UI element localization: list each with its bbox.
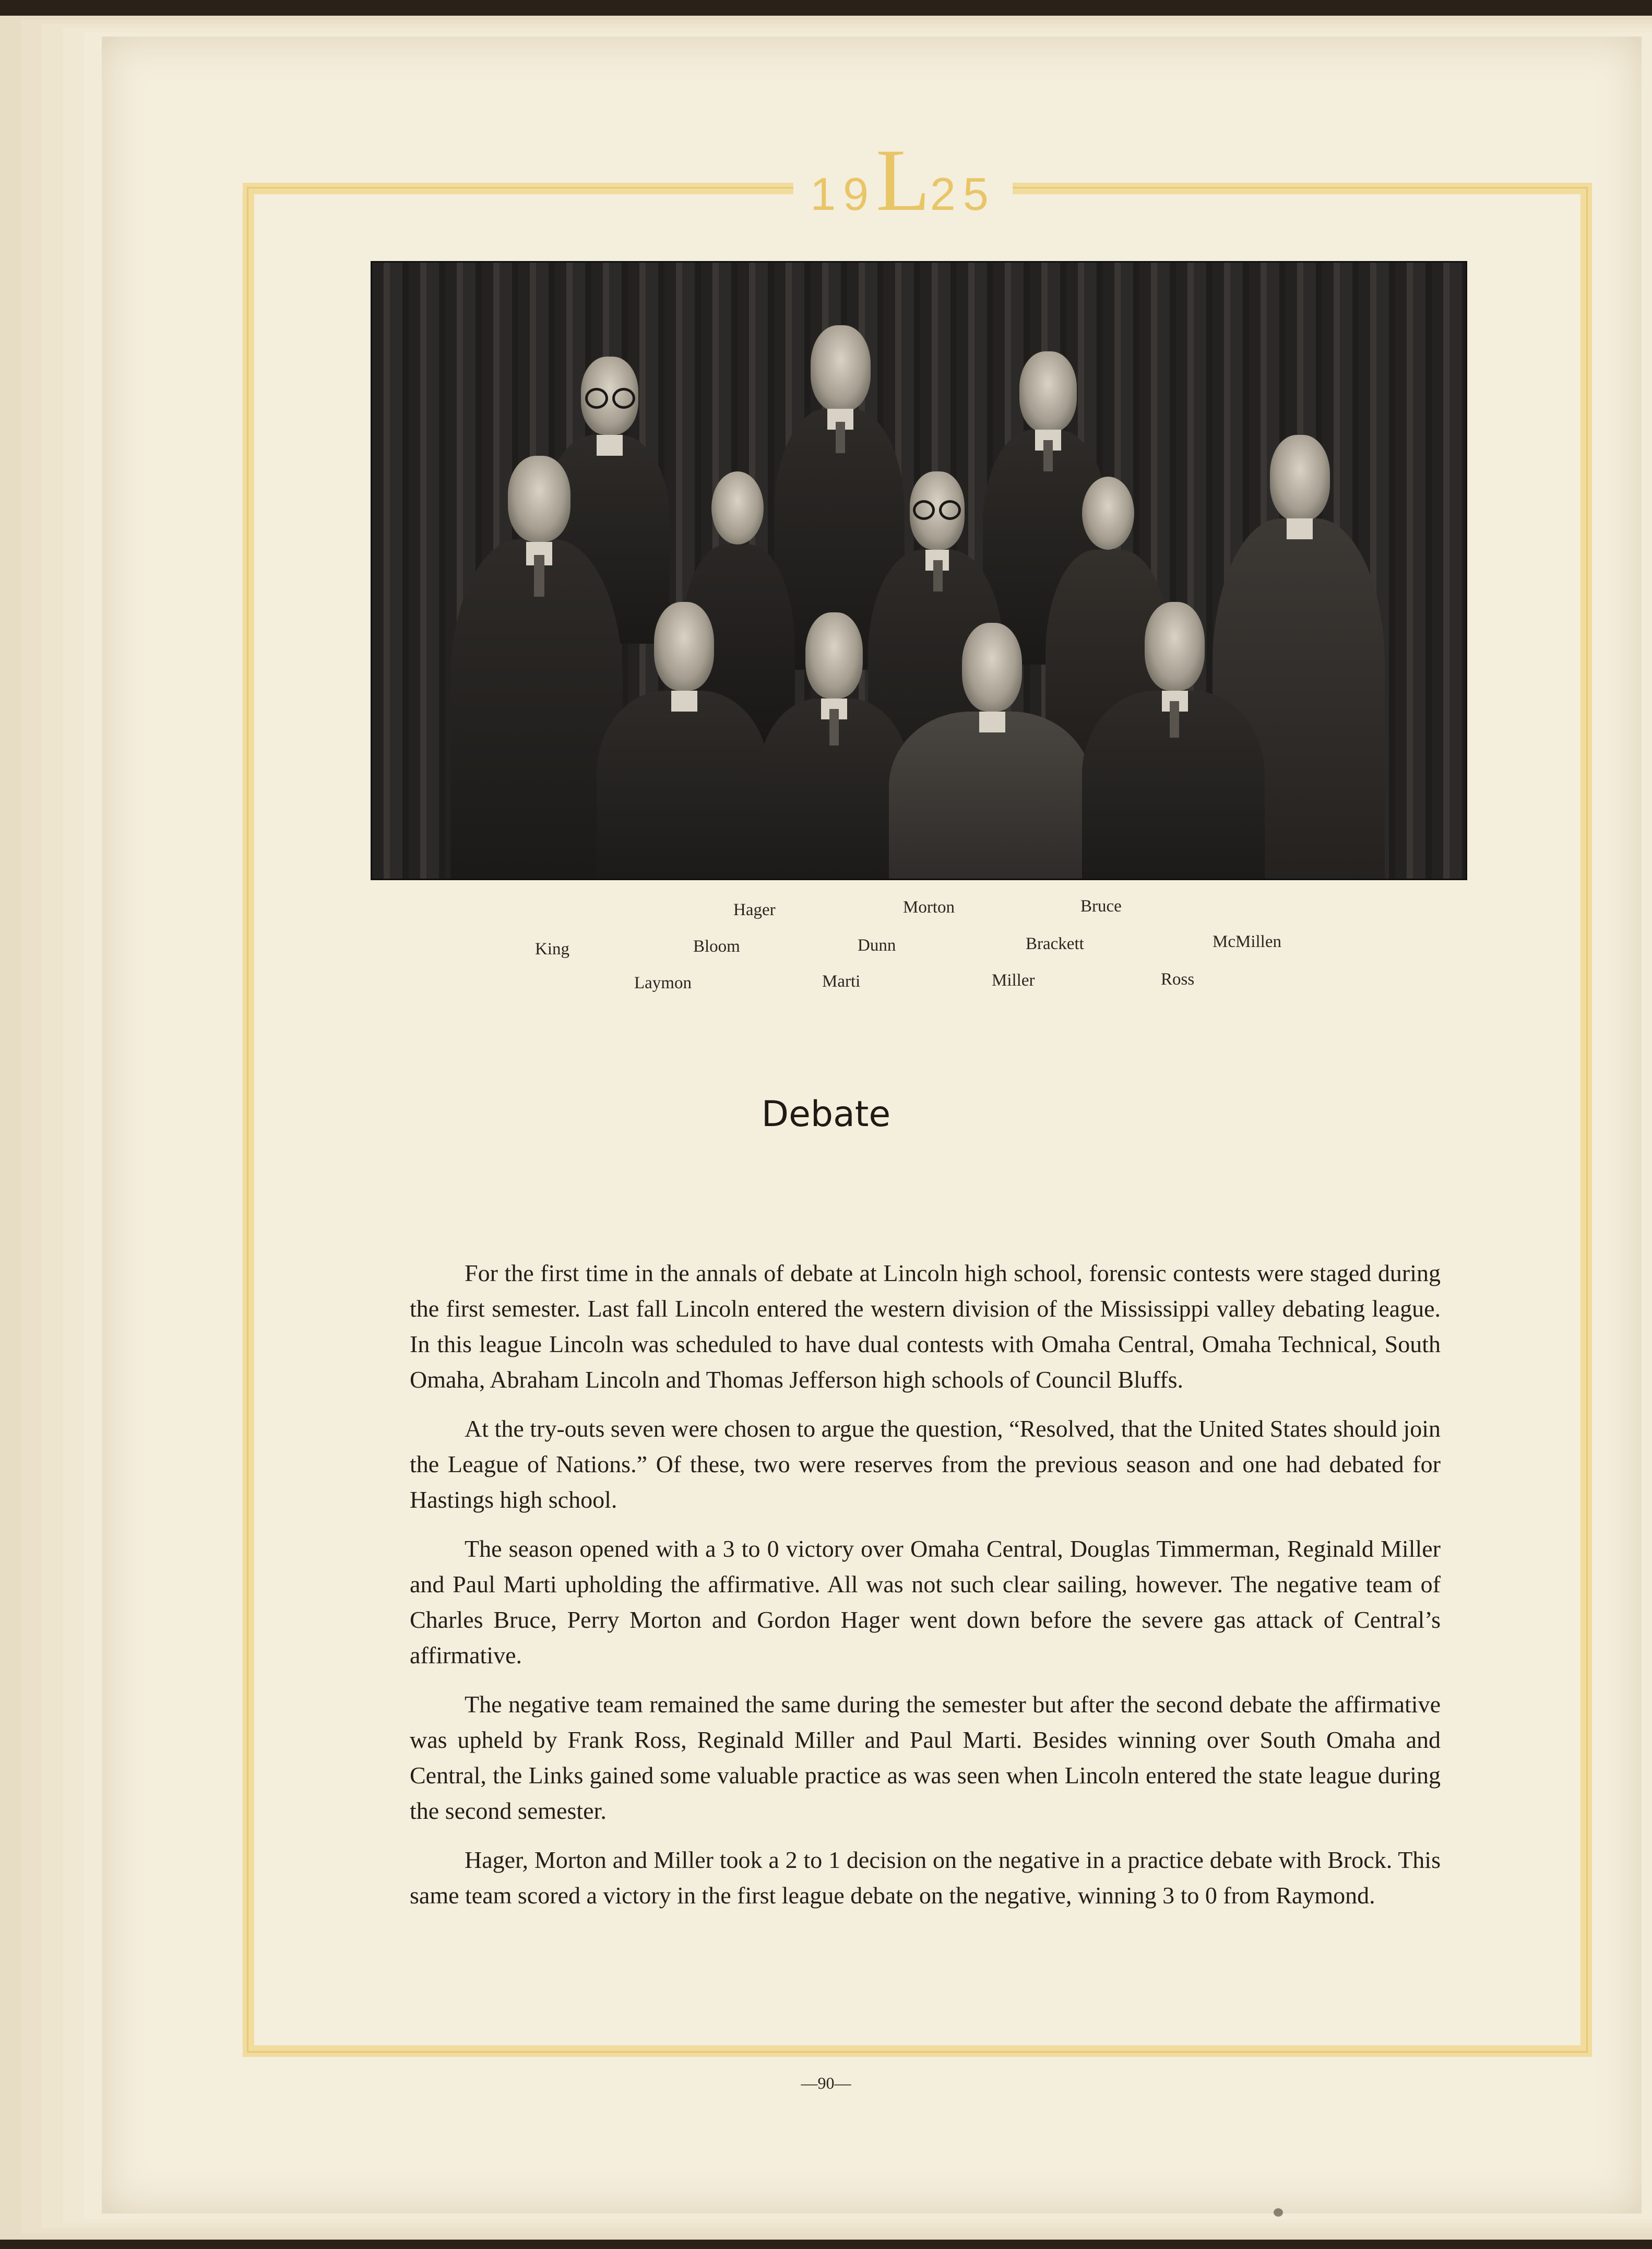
- page-number: —90—: [801, 2074, 851, 2092]
- ink-smudge: [1274, 2208, 1283, 2217]
- caption-name: Morton: [903, 898, 955, 917]
- paragraph: The negative team remained the same during the semester but after the second debate the affirmative was upheld by Frank Ross, Reginald Miller and Paul Marti. Besides winning over South Omaha and Central, the Links gained some valuable practice as was seen when Lincoln entered the state league during the second semester.: [410, 1691, 1441, 1824]
- caption-name: Miller: [992, 971, 1035, 990]
- caption-name: Hager: [733, 901, 776, 919]
- caption-name: Bruce: [1080, 897, 1122, 916]
- paragraph: Hager, Morton and Miller took a 2 to 1 decision on the negative in a practice debate with Brock. This same team scored a victory in the first league debate on the negative, winning 3 to 0 from Raymond.: [410, 1846, 1441, 1909]
- year-letter: L: [876, 131, 930, 229]
- caption-name: Bloom: [693, 937, 740, 956]
- caption-name: Marti: [822, 972, 861, 991]
- article-body: [410, 1256, 1441, 1927]
- caption-name: Dunn: [858, 936, 896, 955]
- year-prefix: 19: [810, 168, 876, 220]
- year-suffix: 25: [930, 168, 996, 220]
- paragraph: At the try-outs seven were chosen to argue the question, “Resolved, that the United States should join the League of Nations.” Of these, two were reserves from the previous season and one had debated for Hastings high school.: [410, 1415, 1441, 1513]
- page-header-year: [793, 131, 1013, 229]
- caption-name: King: [535, 940, 569, 958]
- caption-name: Ross: [1161, 970, 1195, 989]
- caption-name: McMillen: [1213, 932, 1281, 951]
- section-title: Debate: [761, 1094, 891, 1135]
- paragraph: The season opened with a 3 to 0 victory over Omaha Central, Douglas Timmerman, Reginald Miller and Paul Marti upholding the affirmative. All was not such clear sailing, however. The negative team of Charles Bruce, Perry Morton and Gordon Hager went down before the severe gas attack of Central’s affirmative.: [410, 1535, 1441, 1668]
- caption-name: Laymon: [634, 974, 692, 992]
- caption-name: Brackett: [1026, 934, 1084, 953]
- paragraph: For the first time in the annals of debate at Lincoln high school, forensic contests were staged during the first semester. Last fall Lincoln entered the western division of the Mississippi valley debating league. In this league Lincoln was scheduled to have dual contests with Omaha Central, Omaha Technical, South Omaha, Abraham Lincoln and Thomas Jefferson high schools of Council Bluffs.: [410, 1260, 1441, 1393]
- debate-team-photo: [371, 261, 1467, 880]
